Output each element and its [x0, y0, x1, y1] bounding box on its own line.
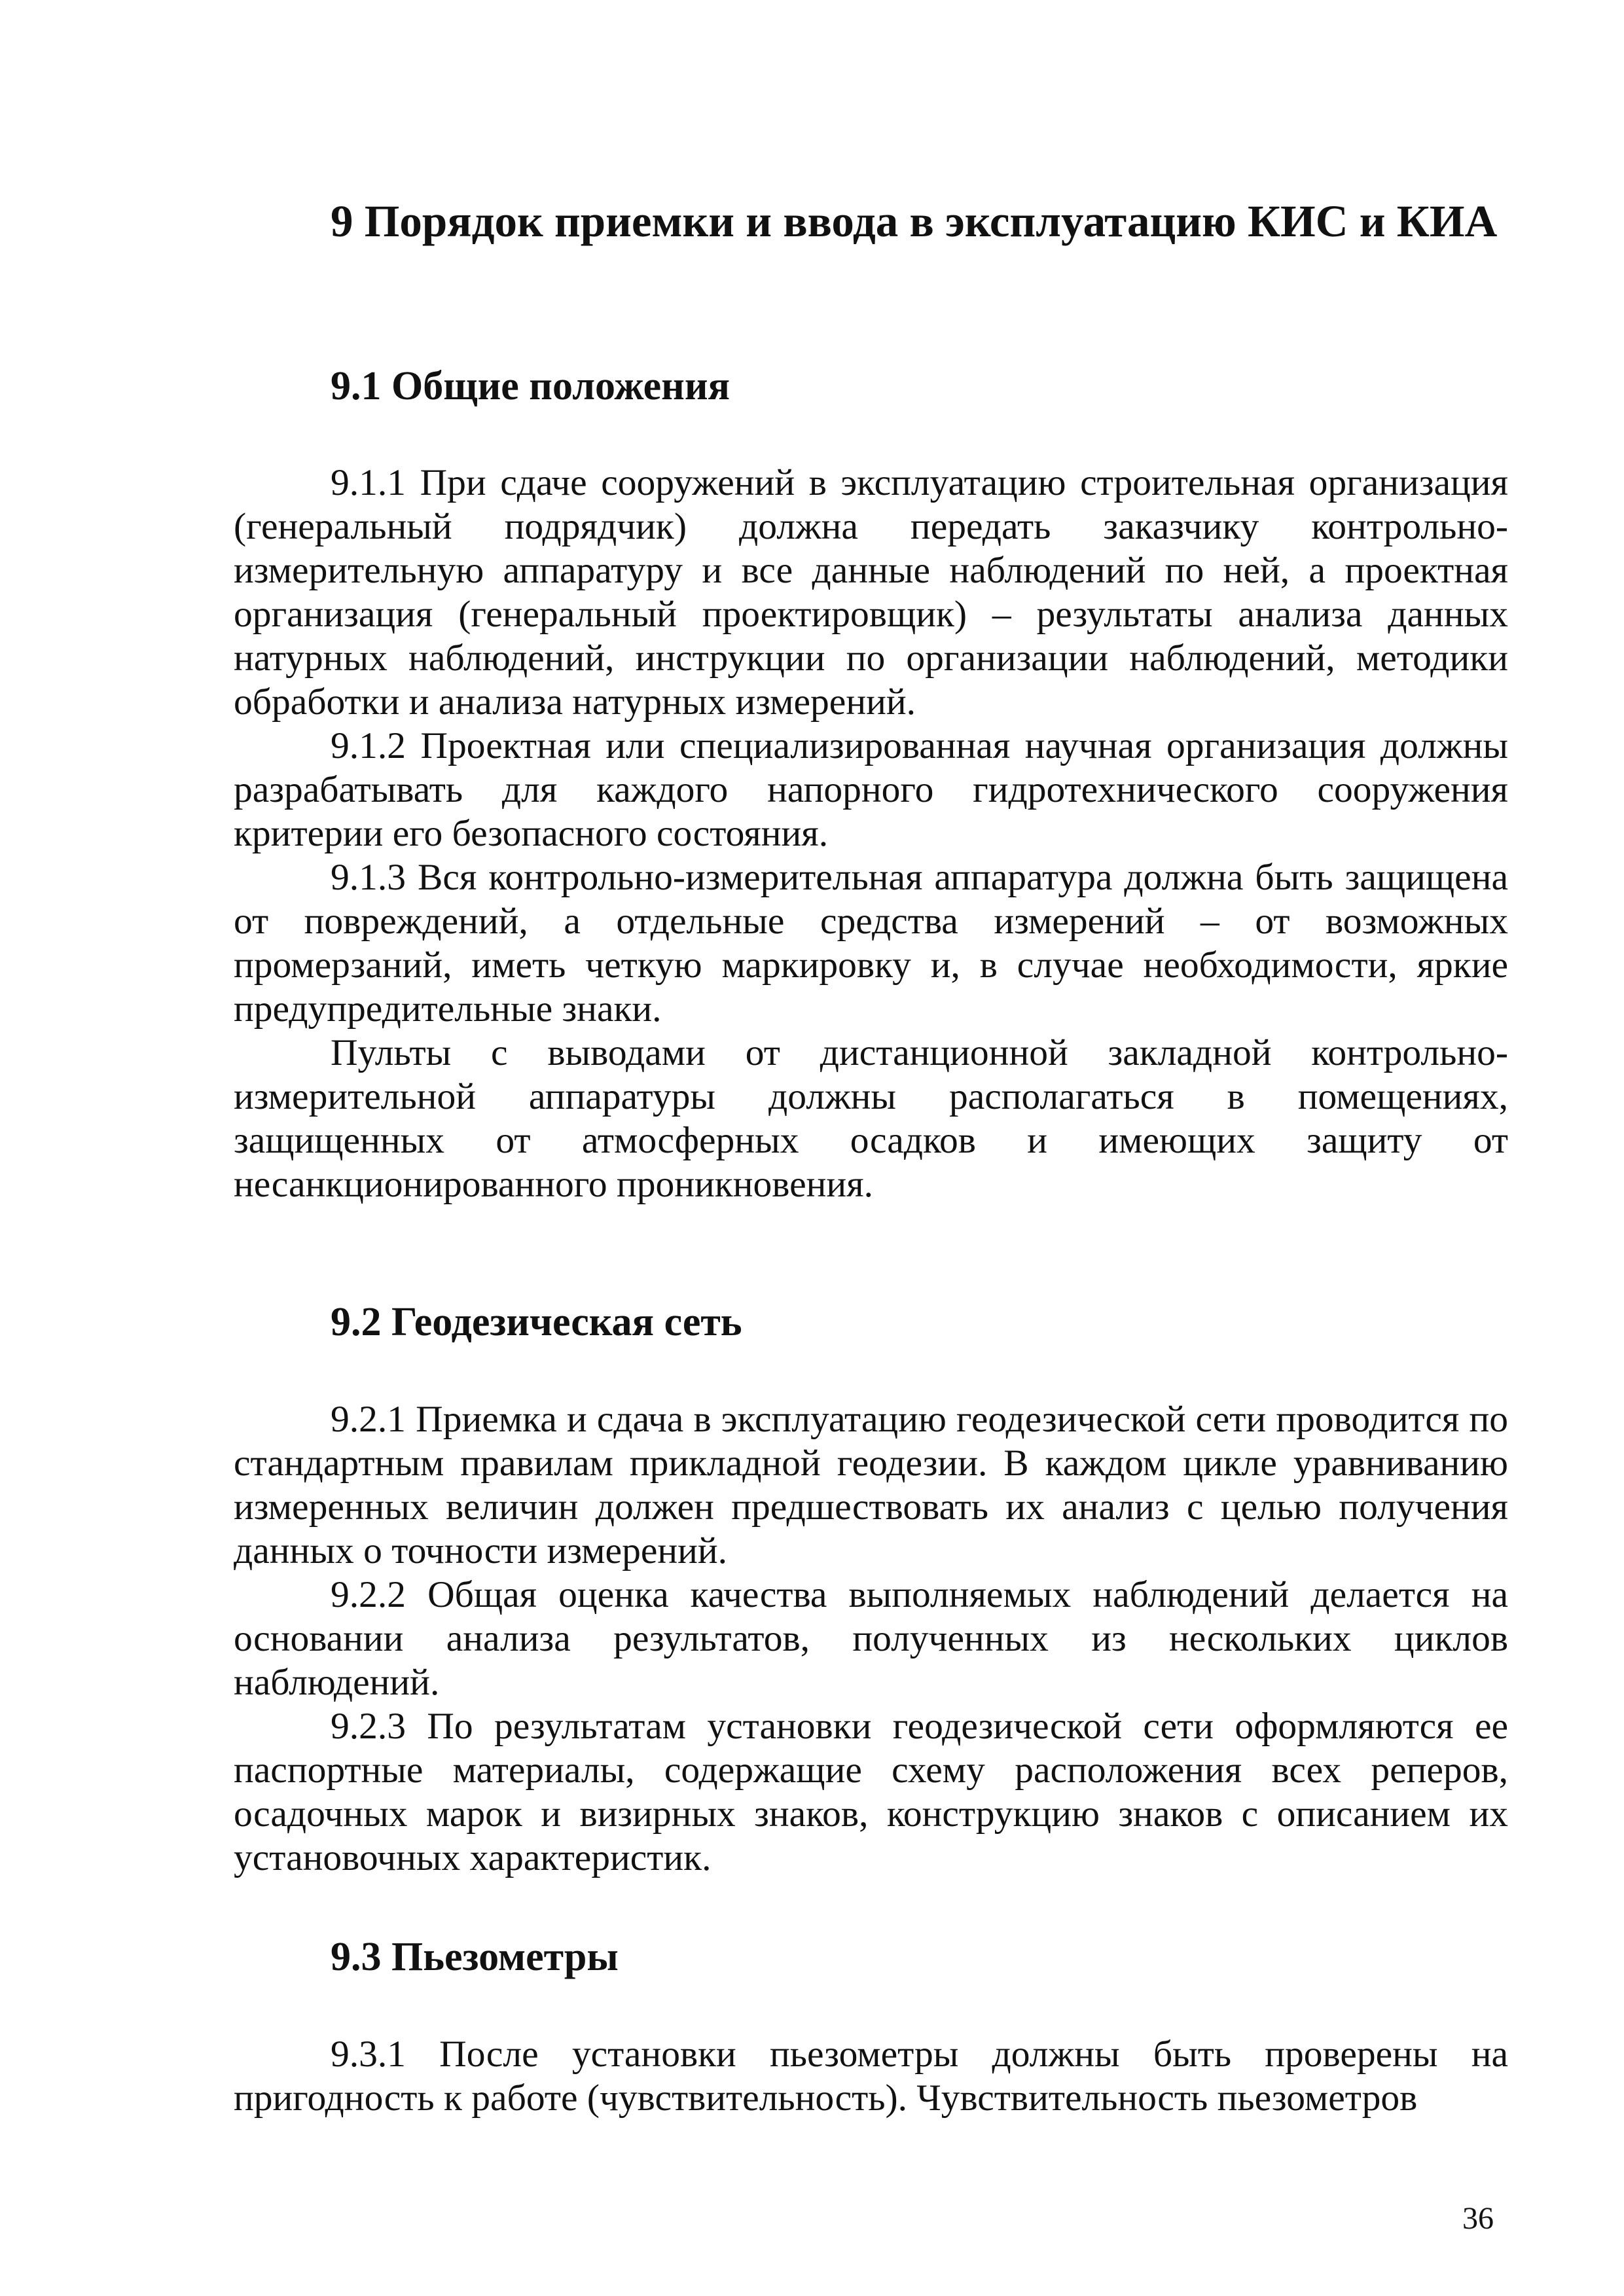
paragraph-consoles: Пульты с выводами от дистанционной закладной контрольно-измерительной аппаратуры должны располагаться в помещениях, защищенных от атмосферных осадков и имеющих защиту от несанкционированного проникновения.: [234, 1032, 1508, 1205]
section-title-9-2: 9.2 Геодезическая сеть: [331, 1300, 742, 1344]
paragraph-9-1-3: 9.1.3 Вся контрольно-измерительная аппаратура должна быть защищена от повреждений, а отдельные средства измерений – от возможных промерзаний, иметь четкую маркировку и, в случае необходимости, яркие предупредительные знаки.: [234, 857, 1508, 1030]
paragraph-9-3-1: 9.3.1 После установки пьезометры должны быть проверены на пригодность к работе (чувствительность). Чувствительность пьезометров: [234, 2034, 1508, 2119]
paragraph-9-2-3: 9.2.3 По результатам установки геодезической сети оформляются ее паспортные материалы, содержащие схему расположения всех реперов, осадочных марок и визирных знаков, конструкцию знаков с описанием их установочных характеристик.: [234, 1706, 1508, 1878]
section-title-9-3: 9.3 Пьезометры: [331, 1935, 619, 1979]
paragraph-9-2-1: 9.2.1 Приемка и сдача в эксплуатацию геодезической сети проводится по стандартным правилам прикладной геодезии. В каждом цикле уравниванию измеренных величин должен предшествовать их анализ с целью получения данных о точности измерений.: [234, 1399, 1508, 1571]
paragraph-9-2-2: 9.2.2 Общая оценка качества выполняемых наблюдений делается на основании анализа результатов, полученных из нескольких циклов наблюдений.: [234, 1574, 1508, 1703]
paragraph-9-1-2: 9.1.2 Проектная или специализированная научная организация должны разрабатывать для каждого напорного гидротехнического сооружения критерии его безопасного состояния.: [234, 725, 1508, 854]
chapter-title: 9 Порядок приемки и ввода в эксплуатацию КИС и КИА: [331, 196, 1498, 246]
document-page: [234, 0, 1508, 2296]
page-number: 36: [1462, 2201, 1494, 2236]
section-title-9-1: 9.1 Общие положения: [331, 364, 731, 408]
paragraph-9-1-1: 9.1.1 При сдаче сооружений в эксплуатацию строительная организация (генеральный подрядчик) должна передать заказчику контрольно-измерительную аппаратуру и все данные наблюдений по ней, а проектная организация (генеральный проектировщик) – результаты анализа данных натурных наблюдений, инструкции по организации наблюдений, методики обработки и анализа натурных измерений.: [234, 462, 1508, 723]
